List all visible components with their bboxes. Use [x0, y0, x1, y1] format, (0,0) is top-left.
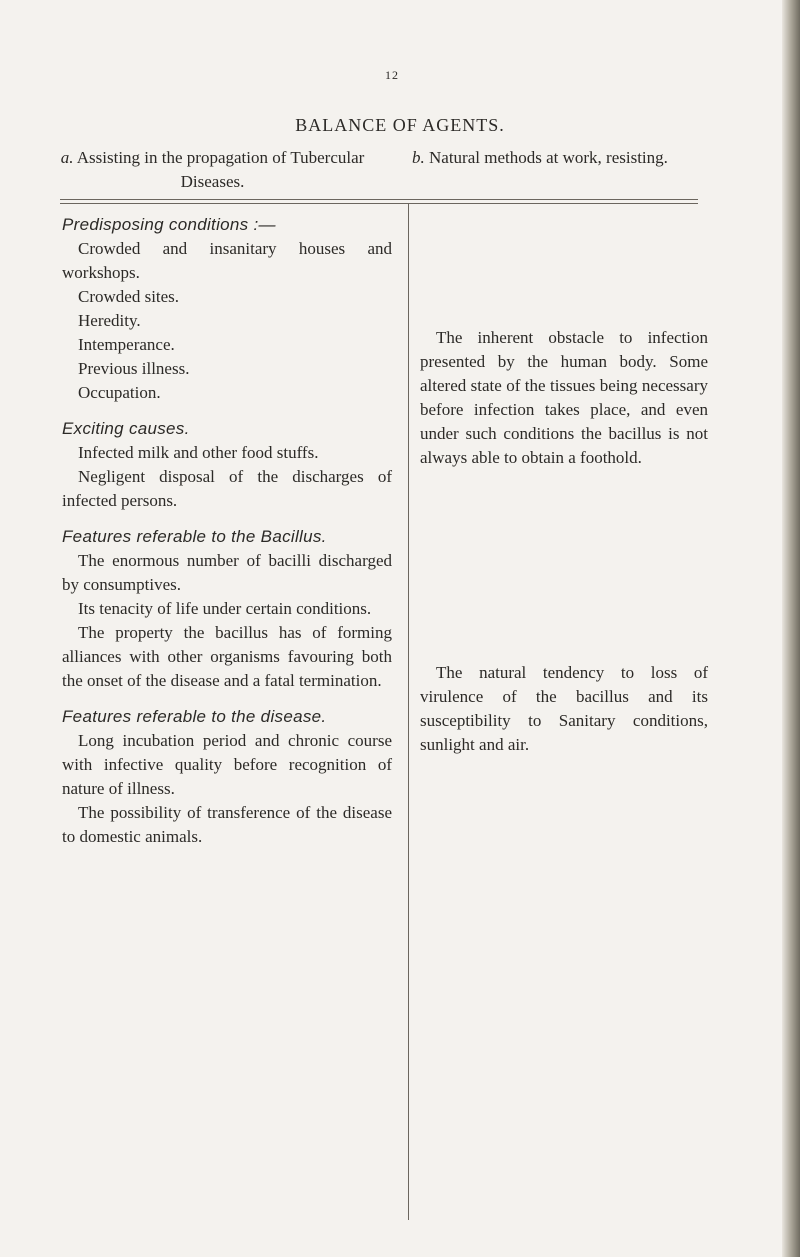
column-b-text: Natural methods at work, resisting. — [429, 148, 668, 167]
column-a-header — [60, 146, 365, 194]
list-item: Crowded and insanitary houses and workshops. — [62, 239, 392, 282]
list-item: Negligent disposal of the discharges of infected persons. — [62, 467, 392, 510]
list-item: Infected milk and other food stuffs. — [78, 443, 319, 462]
list-item: Intemperance. — [78, 335, 175, 354]
page-number: 12 — [385, 68, 399, 82]
left-column — [62, 213, 392, 849]
list-item: The possibility of transference of the disease to domestic animals. — [62, 803, 392, 846]
section-heading-predisposing: Predisposing conditions :— — [62, 215, 276, 234]
list-item: Its tenacity of life under certain conditions. — [78, 599, 372, 618]
section-heading-disease: Features referable to the disease. — [62, 707, 327, 726]
column-b-label: b. — [412, 148, 425, 167]
page-edge-shadow — [782, 0, 800, 1257]
column-divider — [408, 204, 409, 1220]
column-a-label: a. — [60, 148, 74, 167]
list-item: Heredity. — [78, 311, 141, 330]
list-item: The property the bacillus has of forming alliances with other organisms favouring both the onset of the disease and a fatal termination. — [62, 623, 392, 690]
list-item: Previous illness. — [78, 359, 190, 378]
page-title: BALANCE OF AGENTS. — [295, 115, 505, 135]
header-rule-top — [60, 199, 698, 200]
right-block-inherent-obstacle: The inherent obstacle to infection presented by the human body. Some altered state of the tissues being necessary before infection takes place, and even under such conditions the bacillus is not always able to obtain a foothold. — [420, 328, 708, 467]
column-b-header — [412, 146, 722, 170]
list-item: Long incubation period and chronic course with infective quality before recognition of nature of illness. — [62, 731, 392, 798]
section-heading-exciting: Exciting causes. — [62, 419, 190, 438]
header-rule-bottom — [60, 203, 698, 204]
column-a-text: Assisting in the propagation of Tubercular Diseases. — [76, 148, 365, 191]
right-block-natural-tendency: The natural tendency to loss of virulence of the bacillus and its susceptibility to Sanitary conditions, sunlight and air. — [420, 663, 708, 754]
section-heading-bacillus: Features referable to the Bacillus. — [62, 527, 327, 546]
list-item: Crowded sites. — [78, 287, 180, 306]
list-item: Occupation. — [78, 383, 161, 402]
list-item: The enormous number of bacilli discharged by consumptives. — [62, 551, 392, 594]
